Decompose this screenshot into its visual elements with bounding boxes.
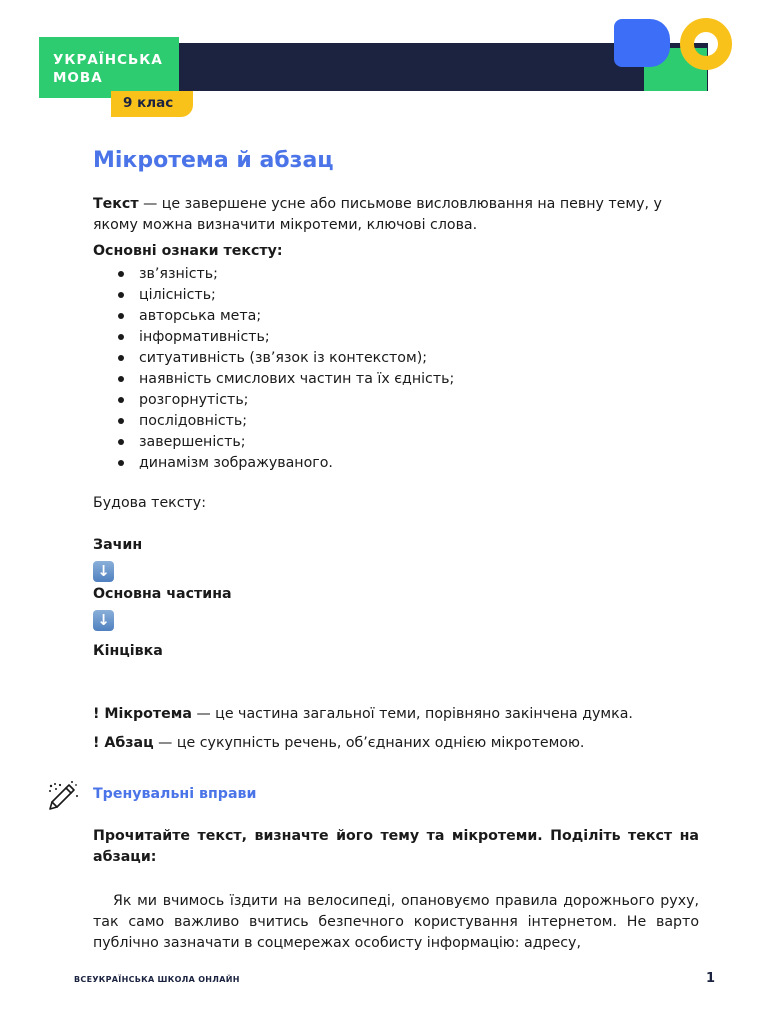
list-item: інформативність; [93, 327, 454, 348]
intro-paragraph [93, 194, 699, 236]
paragraph-text: — це сукупність речень, об’єднаних однією мікротемою. [153, 735, 585, 751]
list-item: ситуативність (зв’язок із контекстом); [93, 348, 454, 369]
paragraph-definition [93, 735, 584, 751]
page-number: 1 [706, 971, 716, 986]
structure-stage-intro: Зачин [93, 537, 143, 553]
list-item: динамізм зображуваного. [93, 453, 454, 474]
footer-school-name: ВСЕУКРАЇНСЬКА ШКОЛА ОНЛАЙН [74, 975, 240, 984]
microtopic-definition [93, 706, 633, 722]
microtopic-term: ! Мікротема [93, 706, 192, 722]
list-item: завершеність; [93, 432, 454, 453]
subject-line-1: УКРАЇНСЬКА [53, 52, 163, 68]
intro-definition: — це завершене усне або письмове висловлювання на певну тему, у якому можна визначити мікротеми, ключові слова. [93, 196, 662, 233]
microtopic-text: — це частина загальної теми, порівняно закінчена думка. [191, 706, 633, 722]
structure-heading: Будова тексту: [93, 495, 206, 511]
features-list [93, 264, 454, 474]
features-heading: Основні ознаки тексту: [93, 243, 283, 259]
list-item: цілісність; [93, 285, 454, 306]
logo-ring-shape [680, 18, 732, 70]
exercise-task: Прочитайте текст, визначте його тему та мікротеми. Поділіть текст на абзаци: [93, 828, 699, 865]
list-item: розгорнутість; [93, 390, 454, 411]
grade-badge: 9 клас [111, 91, 193, 117]
paragraph-term: ! Абзац [93, 735, 154, 751]
exercises-heading: Тренувальні вправи [93, 786, 257, 802]
list-item: зв’язність; [93, 264, 454, 285]
intro-term: Текст [93, 196, 139, 212]
arrow-down-icon: ↓ [93, 561, 114, 582]
list-item: послідовність; [93, 411, 454, 432]
list-item: наявність смислових частин та їх єдність; [93, 369, 454, 390]
structure-stage-ending: Кінцівка [93, 643, 163, 659]
subject-label [39, 37, 179, 98]
pencil-sparkle-icon [46, 780, 80, 812]
structure-stage-body: Основна частина [93, 586, 232, 602]
page-title: Мікротема й абзац [93, 148, 334, 173]
exercise-passage: Як ми вчимось їздити на велосипеді, опановуємо правила дорожнього руху, так само важливо вчитись безпечного користування інтернетом. Не варто публічно зазначати в соцмережах особисту інформацію: адресу, [93, 893, 699, 951]
subject-line-2: МОВА [53, 70, 103, 86]
list-item: авторська мета; [93, 306, 454, 327]
logo-blue-shape [614, 19, 670, 67]
arrow-down-icon: ↓ [93, 610, 114, 631]
